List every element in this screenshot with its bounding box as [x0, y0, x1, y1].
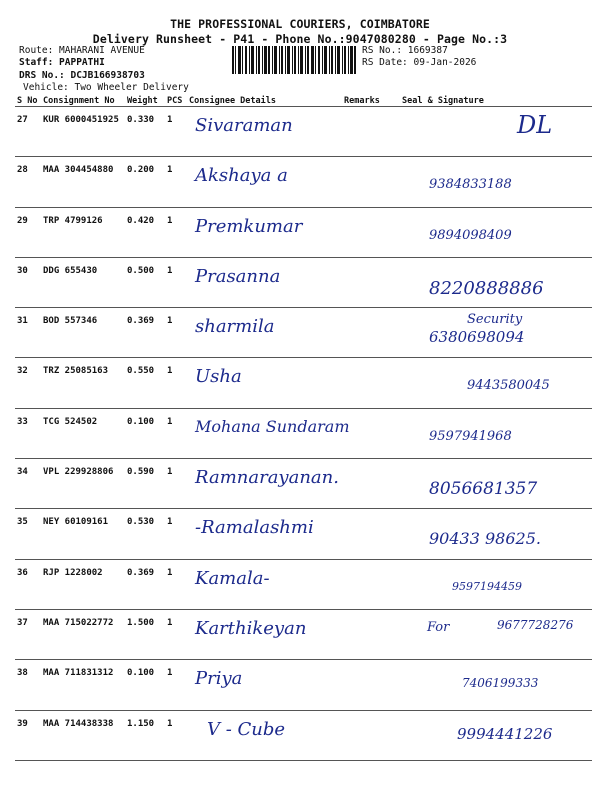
- row-consignee: [187, 559, 342, 609]
- row-consignment: KUR 6000451925: [41, 107, 125, 157]
- row-pcs: 1: [165, 509, 187, 559]
- row-consignment: RJP 1228002: [41, 559, 125, 609]
- row-consignment: VPL 229928806: [41, 459, 125, 509]
- consignee-handwriting: Mohana Sundaram: [195, 416, 350, 436]
- row-sno: 39: [15, 710, 41, 760]
- signature-handwriting: [407, 161, 587, 199]
- row-weight: 0.369: [125, 308, 165, 358]
- row-weight: 0.420: [125, 207, 165, 257]
- col-header-sno: S No: [17, 95, 38, 106]
- row-weight: 1.150: [125, 710, 165, 760]
- consignee-handwriting: Akshaya a: [195, 165, 288, 187]
- row-signature: [397, 609, 592, 659]
- row-signature: [397, 459, 592, 509]
- row-signature: [397, 559, 592, 609]
- signature-phone: 7406199333: [462, 676, 539, 691]
- row-pcs: 1: [165, 107, 187, 157]
- signature-phone: 90433 98625.: [429, 529, 541, 549]
- row-sno: 37: [15, 609, 41, 659]
- row-consignment: DDG 655430: [41, 257, 125, 307]
- table-row: [15, 107, 592, 157]
- consignee-handwriting: Sivaraman: [195, 115, 293, 136]
- col-header-consignee: Consignee Details: [189, 95, 276, 106]
- table-row: [15, 559, 592, 609]
- row-signature: [397, 107, 592, 157]
- row-weight: 0.590: [125, 459, 165, 509]
- row-sno: 36: [15, 559, 41, 609]
- row-consignee: [187, 308, 342, 358]
- row-signature: [397, 358, 592, 408]
- row-pcs: 1: [165, 559, 187, 609]
- signature-handwriting: [407, 262, 587, 300]
- consignee-handwriting: Karthikeyan: [195, 617, 307, 639]
- table-row: [15, 408, 592, 458]
- table-row: [15, 308, 592, 358]
- row-sno: 35: [15, 509, 41, 559]
- vehicle-label: Vehicle: Two Wheeler Delivery: [23, 82, 189, 93]
- row-sno: 29: [15, 207, 41, 257]
- route-label: Route: MAHARANI AVENUE: [19, 45, 145, 56]
- signature-phone: 9443580045: [467, 378, 550, 394]
- staff-label: Staff: PAPPATHI: [19, 57, 105, 68]
- row-pcs: 1: [165, 157, 187, 207]
- signature-phone: 9384833188: [429, 177, 512, 193]
- signature-handwriting: [407, 111, 587, 149]
- row-consignee: [187, 107, 342, 157]
- signature-handwriting: [407, 212, 587, 250]
- row-consignee: [187, 710, 342, 760]
- runsheet-table: [15, 95, 592, 761]
- row-consignment: MAA 714438338: [41, 710, 125, 760]
- row-remarks: [342, 358, 397, 408]
- table-row: [15, 459, 592, 509]
- consignee-handwriting: -Ramalashmi: [195, 517, 314, 539]
- row-signature: [397, 257, 592, 307]
- row-remarks: [342, 157, 397, 207]
- row-remarks: [342, 308, 397, 358]
- row-weight: 0.330: [125, 107, 165, 157]
- row-weight: 0.550: [125, 358, 165, 408]
- row-remarks: [342, 207, 397, 257]
- row-consignment: BOD 557346: [41, 308, 125, 358]
- barcode-image: [232, 46, 356, 74]
- row-pcs: 1: [165, 358, 187, 408]
- signature-mark: For: [427, 619, 450, 635]
- row-consignee: [187, 157, 342, 207]
- row-signature: [397, 509, 592, 559]
- signature-handwriting: [407, 463, 587, 501]
- drs-number: DRS No.: DCJB166938703: [19, 70, 145, 81]
- row-pcs: 1: [165, 609, 187, 659]
- row-consignment: MAA 304454880: [41, 157, 125, 207]
- signature-phone: 9677728276: [497, 617, 574, 632]
- row-consignee: [187, 358, 342, 408]
- company-name: THE PROFESSIONAL COURIERS, COIMBATORE: [170, 17, 430, 31]
- table-row: [15, 710, 592, 760]
- table-row: [15, 207, 592, 257]
- signature-phone: 9597941968: [429, 428, 512, 444]
- row-signature: [397, 308, 592, 358]
- row-pcs: 1: [165, 660, 187, 710]
- consignee-handwriting: Priya: [195, 668, 243, 690]
- row-weight: 0.369: [125, 559, 165, 609]
- row-remarks: [342, 408, 397, 458]
- col-header-pcs: PCS: [167, 95, 183, 106]
- consignee-handwriting: Usha: [195, 366, 242, 388]
- col-header-remarks: Remarks: [344, 95, 380, 106]
- signature-handwriting: [407, 362, 587, 400]
- row-weight: 0.500: [125, 257, 165, 307]
- row-remarks: [342, 257, 397, 307]
- table-row: [15, 257, 592, 307]
- row-signature: [397, 710, 592, 760]
- signature-phone: 8056681357: [429, 479, 538, 500]
- signature-handwriting: [407, 715, 587, 753]
- signature-phone: 9597194459: [452, 579, 522, 593]
- row-consignment: TRP 4799126: [41, 207, 125, 257]
- rs-number: RS No.: 1669387: [362, 45, 448, 56]
- row-consignment: MAA 711831312: [41, 660, 125, 710]
- col-header-weight: Weight: [127, 95, 158, 106]
- signature-handwriting: [407, 312, 587, 350]
- row-signature: [397, 157, 592, 207]
- table-row: [15, 358, 592, 408]
- signature-mark: Security: [467, 312, 523, 328]
- signature-handwriting: [407, 413, 587, 451]
- row-sno: 31: [15, 308, 41, 358]
- row-sno: 38: [15, 660, 41, 710]
- row-sno: 28: [15, 157, 41, 207]
- table-row: [15, 157, 592, 207]
- row-weight: 0.100: [125, 660, 165, 710]
- row-sno: 34: [15, 459, 41, 509]
- row-consignee: [187, 459, 342, 509]
- row-pcs: 1: [165, 459, 187, 509]
- signature-handwriting: [407, 513, 587, 551]
- row-signature: [397, 660, 592, 710]
- row-signature: [397, 207, 592, 257]
- row-consignee: [187, 609, 342, 659]
- table-row: [15, 509, 592, 559]
- table-header: [15, 95, 592, 107]
- row-consignment: TCG 524502: [41, 408, 125, 458]
- row-remarks: [342, 710, 397, 760]
- row-weight: 0.200: [125, 157, 165, 207]
- row-consignment: NEY 60109161: [41, 509, 125, 559]
- signature-mark: DL: [517, 111, 553, 139]
- row-sno: 27: [15, 107, 41, 157]
- signature-phone: 6380698094: [429, 328, 525, 347]
- signature-handwriting: [407, 564, 587, 602]
- consignee-handwriting: Ramnarayanan.: [195, 467, 339, 489]
- row-pcs: 1: [165, 207, 187, 257]
- row-remarks: [342, 107, 397, 157]
- consignee-handwriting: V - Cube: [207, 718, 286, 740]
- row-consignment: MAA 715022772: [41, 609, 125, 659]
- table-row: [15, 660, 592, 710]
- row-consignee: [187, 408, 350, 458]
- consignee-handwriting: Kamala-: [195, 567, 270, 589]
- row-pcs: 1: [165, 710, 187, 760]
- row-remarks: [342, 459, 397, 509]
- row-pcs: 1: [165, 408, 187, 458]
- consignee-handwriting: sharmila: [195, 316, 275, 338]
- consignee-handwriting: Premkumar: [195, 215, 303, 237]
- signature-handwriting: [407, 614, 587, 652]
- row-consignee: [187, 257, 342, 307]
- row-remarks: [342, 660, 397, 710]
- row-signature: [397, 408, 592, 458]
- row-consignee: [187, 207, 342, 257]
- col-header-signature: Seal & Signature: [402, 95, 484, 106]
- runsheet-subtitle: Delivery Runsheet - P41 - Phone No.:9047080280 - Page No.:3: [92, 32, 508, 46]
- row-remarks: [342, 559, 397, 609]
- row-consignment: TRZ 25085163: [41, 358, 125, 408]
- row-consignee: [187, 509, 342, 559]
- row-sno: 30: [15, 257, 41, 307]
- row-remarks: [342, 609, 397, 659]
- row-weight: 0.530: [125, 509, 165, 559]
- rs-date: RS Date: 09-Jan-2026: [362, 57, 477, 68]
- signature-phone: 9994441226: [457, 724, 553, 743]
- consignee-handwriting: Prasanna: [195, 265, 281, 287]
- row-pcs: 1: [165, 257, 187, 307]
- row-weight: 0.100: [125, 408, 165, 458]
- signature-phone: 8220888886: [429, 277, 544, 299]
- row-pcs: 1: [165, 308, 187, 358]
- table-row: [15, 609, 592, 659]
- signature-handwriting: [407, 664, 587, 702]
- row-sno: 33: [15, 408, 41, 458]
- row-sno: 32: [15, 358, 41, 408]
- row-weight: 1.500: [125, 609, 165, 659]
- row-consignee: [187, 660, 342, 710]
- col-header-consignment: Consignment No: [43, 95, 115, 106]
- row-remarks: [342, 509, 397, 559]
- signature-phone: 9894098409: [429, 227, 512, 243]
